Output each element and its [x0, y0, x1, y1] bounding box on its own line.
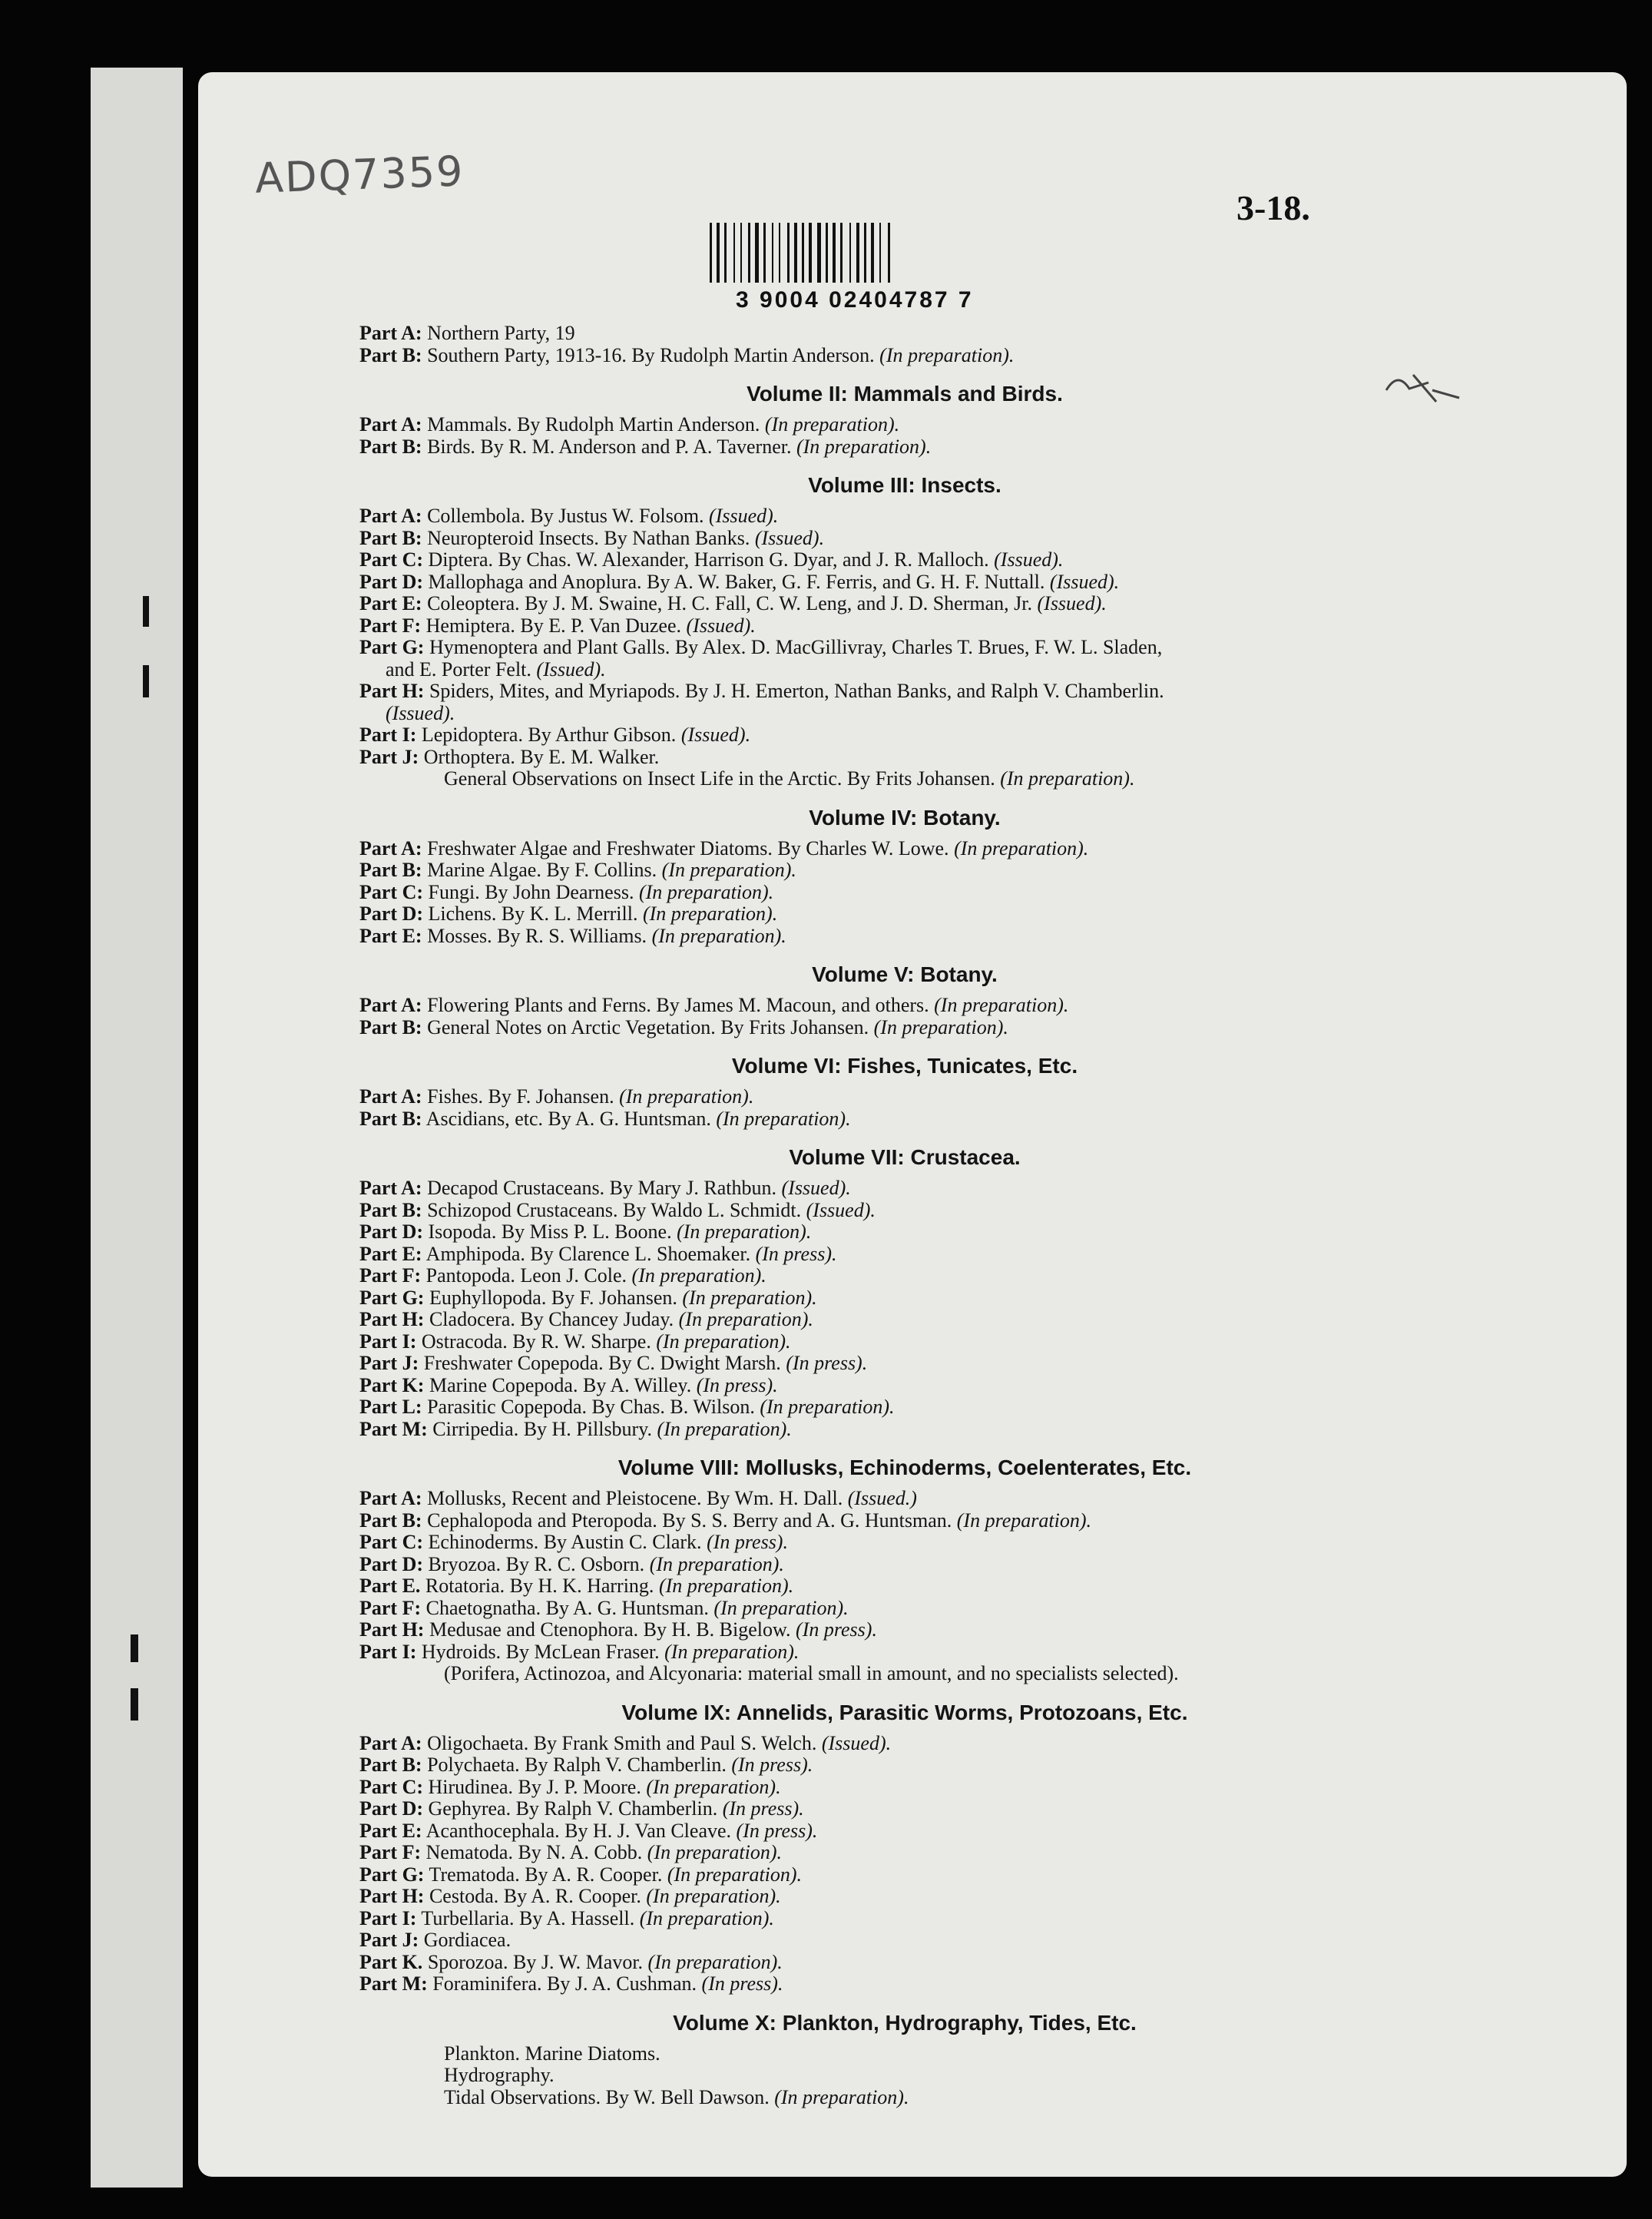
entry-line	[359, 1244, 1450, 1266]
strip-mark	[131, 1634, 138, 1662]
part-label: Part B:	[359, 1198, 422, 1221]
part-label: Part K.	[359, 1950, 423, 1973]
entry-status: (Issued).	[386, 701, 455, 724]
entry-status: (Issued).	[821, 1731, 892, 1754]
part-label: Part B:	[359, 526, 422, 549]
entry-status: (In preparation).	[661, 859, 796, 881]
entry-line	[359, 1554, 1450, 1576]
entry-status: (In preparation).	[764, 413, 900, 436]
part-label: Part K:	[359, 1373, 425, 1396]
entry-status: (In preparation).	[678, 1308, 813, 1330]
entry-title: Orthoptera. By E. M. Walker.	[423, 745, 660, 768]
entry-title: Spiders, Mites, and Myriapods. By J. H. Emerton, Nathan Banks, and Ralph V. Chamberlin.	[429, 680, 1164, 702]
entry-title: Birds. By R. M. Anderson and P. A. Taverner.	[427, 435, 792, 458]
entry-line	[359, 1265, 1450, 1287]
barcode	[707, 223, 1029, 283]
entry-line	[359, 323, 1450, 345]
strip-mark	[143, 665, 149, 697]
entry-title: Hemiptera. By E. P. Van Duzee.	[425, 614, 682, 637]
entry-status: (In preparation).	[934, 994, 1069, 1016]
entry-title: Plankton. Marine Diatoms.	[444, 2042, 660, 2065]
entry-line	[359, 1663, 1450, 1685]
part-label: Part E:	[359, 1819, 422, 1842]
entry-title: Oligochaeta. By Frank Smith and Paul S. Welch.	[427, 1731, 817, 1754]
entry-status: (In preparation).	[954, 836, 1089, 859]
entry-line	[359, 724, 1450, 747]
entry-title: Ascidians, etc. By A. G. Huntsman.	[425, 1107, 711, 1130]
part-label: Part I:	[359, 1330, 417, 1353]
entry-status: (In preparation).	[716, 1107, 851, 1130]
volume-section	[359, 1054, 1450, 1130]
entry-title: Collembola. By Justus W. Folsom.	[427, 505, 704, 527]
page-code: 3-18.	[1237, 188, 1310, 227]
entry-title: Mammals. By Rudolph Martin Anderson.	[427, 413, 760, 436]
volume-heading: Volume V: Botany.	[812, 962, 998, 986]
entry-title: Polychaeta. By Ralph V. Chamberlin.	[427, 1754, 727, 1776]
entry-status: (In preparation).	[658, 1575, 794, 1597]
part-label: Part I:	[359, 1640, 417, 1663]
volume-section	[359, 962, 1450, 1038]
entry-status: (Issued).	[709, 505, 779, 527]
entry-line	[359, 1733, 1450, 1755]
entry-line	[359, 571, 1450, 594]
entry-status: (In press).	[755, 1242, 837, 1265]
entry-line	[359, 1820, 1450, 1843]
entry-title: Mallophaga and Anoplura. By A. W. Baker, G. F. Ferris, and G. H. F. Nuttall.	[428, 570, 1045, 593]
part-label: Part A:	[359, 322, 422, 344]
left-film-strip	[91, 68, 183, 2188]
part-label: Part B:	[359, 435, 422, 458]
part-label: Part D:	[359, 903, 424, 925]
entry-status: (Issued).	[686, 614, 756, 637]
entry-title: Ostracoda. By R. W. Sharpe.	[421, 1330, 651, 1353]
entry-status: (In press).	[736, 1819, 818, 1842]
part-label: Part E:	[359, 592, 422, 614]
entry-line	[359, 1309, 1450, 1331]
entry-title: Cladocera. By Chancey Juday.	[429, 1308, 674, 1330]
part-label: Part D:	[359, 1220, 424, 1243]
entry-line	[359, 1353, 1450, 1375]
entry-line	[359, 345, 1450, 367]
entry-title: Rotatoria. By H. K. Harring.	[425, 1575, 654, 1597]
entry-status: (In preparation).	[774, 2085, 909, 2108]
entry-line	[359, 926, 1450, 948]
entry-status: (In preparation).	[1000, 767, 1135, 790]
part-label: Part D:	[359, 1797, 424, 1820]
part-label: Part C:	[359, 1775, 424, 1798]
part-label: Part A:	[359, 836, 422, 859]
entry-line	[359, 1754, 1450, 1777]
part-label: Part B:	[359, 1754, 422, 1776]
entry-status: (In preparation).	[796, 435, 932, 458]
entry-status: (Issued).	[994, 548, 1064, 571]
entry-line	[359, 1908, 1450, 1930]
entry-line	[359, 1929, 1450, 1952]
part-label: Part A:	[359, 1085, 422, 1108]
entry-title: Amphipoda. By Clarence L. Shoemaker.	[425, 1242, 751, 1265]
entry-line	[359, 2065, 1450, 2087]
handwritten-accession-note: ADQ7359	[253, 147, 465, 203]
entry-status: (In preparation).	[656, 1330, 791, 1353]
barcode-number: 3 9004 02404787 7	[736, 287, 974, 313]
entry-status: (In preparation).	[664, 1640, 800, 1663]
entry-title: Schizopod Crustaceans. By Waldo L. Schmidt.	[427, 1198, 802, 1221]
entry-line	[359, 2043, 1450, 2065]
entry-status: (In preparation).	[657, 1417, 792, 1440]
entry-status: (In press).	[722, 1797, 804, 1820]
entry-line	[359, 593, 1450, 615]
entry-line	[359, 859, 1450, 882]
part-label: Part E:	[359, 924, 422, 947]
entry-title: Hydrography.	[444, 2064, 555, 2086]
part-label: Part A:	[359, 994, 422, 1016]
entry-line	[359, 1419, 1450, 1441]
entry-line	[359, 528, 1450, 550]
entry-line	[359, 615, 1450, 638]
part-label: Part C:	[359, 880, 424, 903]
part-label: Part B:	[359, 343, 422, 366]
volume-section	[359, 2011, 1450, 2109]
entry-status: (In press).	[707, 1531, 788, 1553]
entry-status: (In preparation).	[639, 1906, 774, 1929]
part-label: Part I:	[359, 724, 417, 746]
volume-section	[359, 323, 1450, 366]
part-label: Part G:	[359, 1286, 425, 1309]
entry-title: Medusae and Ctenophora. By H. B. Bigelow.	[429, 1618, 791, 1641]
part-label: Part F:	[359, 1596, 422, 1619]
entry-title: Cirripedia. By H. Pillsbury.	[432, 1417, 653, 1440]
entry-status: (In preparation).	[682, 1286, 817, 1309]
entry-title: Parasitic Copepoda. By Chas. B. Wilson.	[427, 1396, 755, 1418]
entry-line	[359, 1221, 1450, 1244]
entry-title: Nematoda. By N. A. Cobb.	[425, 1841, 643, 1863]
entry-title: Freshwater Algae and Freshwater Diatoms. By Charles W. Lowe.	[427, 836, 949, 859]
entry-status: (In preparation).	[638, 880, 774, 903]
entry-status: (Issued).	[536, 657, 606, 681]
entry-title: Southern Party, 1913-16. By Rudolph Martin Anderson.	[427, 343, 875, 366]
entry-status: (In press).	[701, 1972, 783, 1995]
entry-line	[359, 1973, 1450, 1995]
entry-title: Lepidoptera. By Arthur Gibson.	[421, 724, 677, 746]
entry-status: (Issued).	[754, 526, 825, 549]
volume-heading: Volume VII: Crustacea.	[789, 1145, 1021, 1169]
volume-section	[359, 1456, 1450, 1685]
entry-status: (In preparation).	[667, 1863, 803, 1886]
entry-title: Marine Copepoda. By A. Willey.	[429, 1373, 692, 1396]
entry-title: Pantopoda. Leon J. Cole.	[425, 1264, 627, 1287]
entry-line	[359, 1952, 1450, 1974]
entry-title: Trematoda. By A. R. Cooper.	[429, 1863, 663, 1886]
part-label: Part M:	[359, 1972, 428, 1995]
entry-status: (Issued).	[1049, 570, 1120, 593]
entry-line	[359, 1086, 1450, 1108]
entry-status: (Issued).	[1037, 592, 1107, 614]
part-label: Part A:	[359, 1731, 422, 1754]
entry-line	[359, 1287, 1450, 1310]
entry-title: Isopoda. By Miss P. L. Boone.	[428, 1220, 672, 1243]
entry-title: Tidal Observations. By W. Bell Dawson.	[444, 2085, 770, 2108]
entry-status: (In preparation).	[713, 1596, 849, 1619]
entry-status: (In preparation).	[879, 343, 1015, 366]
entry-line	[359, 1864, 1450, 1886]
part-label: Part J:	[359, 1929, 419, 1951]
entry-line	[359, 414, 1450, 436]
entry-status: (In press).	[796, 1618, 877, 1641]
entry-line	[359, 1510, 1450, 1532]
entry-line	[359, 505, 1450, 528]
entry-line	[359, 549, 1450, 571]
entry-status: (In preparation).	[642, 903, 778, 925]
entry-title: Freshwater Copepoda. By C. Dwight Marsh.	[423, 1352, 781, 1374]
entry-title: Hydroids. By McLean Fraser.	[421, 1640, 660, 1663]
entry-line	[359, 1598, 1450, 1620]
entry-line	[359, 768, 1450, 790]
entry-line	[359, 703, 1450, 725]
entry-line	[359, 436, 1450, 459]
entry-title: Euphyllopoda. By F. Johansen.	[429, 1286, 677, 1309]
volume-heading: Volume II: Mammals and Birds.	[747, 382, 1063, 406]
part-label: Part G:	[359, 1863, 425, 1886]
entry-status: (In preparation).	[646, 1775, 781, 1798]
entry-line	[359, 1108, 1450, 1131]
entry-status: (Issued).	[806, 1198, 876, 1221]
entry-status: (In preparation).	[677, 1220, 812, 1243]
entry-title: Sporozoa. By J. W. Mavor.	[427, 1950, 644, 1973]
entry-title: General Notes on Arctic Vegetation. By Frits Johansen.	[427, 1015, 869, 1038]
entry-title: General Observations on Insect Life in the Arctic. By Frits Johansen.	[444, 767, 995, 790]
entry-title: Foraminifera. By J. A. Cushman.	[432, 1972, 697, 1995]
publication-list	[359, 323, 1450, 2108]
entry-status: (In preparation).	[873, 1015, 1008, 1038]
entry-line	[359, 903, 1450, 926]
part-label: Part C:	[359, 1531, 424, 1553]
volume-heading: Volume IX: Annelids, Parasitic Worms, Protozoans, Etc.	[621, 1700, 1188, 1724]
part-label: Part E.	[359, 1575, 421, 1597]
entry-title: Diptera. By Chas. W. Alexander, Harrison G. Dyar, and J. R. Malloch.	[428, 548, 989, 571]
entry-line	[359, 1177, 1450, 1200]
entry-status: (In preparation).	[956, 1509, 1091, 1532]
part-label: Part D:	[359, 1552, 424, 1575]
entry-line	[359, 1641, 1450, 1664]
entry-title: Fungi. By John Dearness.	[428, 880, 634, 903]
volume-heading: Volume X: Plankton, Hydrography, Tides, Etc.	[673, 2010, 1137, 2035]
entry-title: (Porifera, Actinozoa, and Alcyonaria: material small in amount, and no specialists selected).	[444, 1662, 1179, 1684]
entry-status: (In preparation).	[760, 1396, 895, 1418]
part-label: Part A:	[359, 1487, 422, 1509]
entry-title: Decapod Crustaceans. By Mary J. Rathbun.	[427, 1177, 776, 1199]
part-label: Part E:	[359, 1242, 422, 1265]
volume-section	[359, 1145, 1450, 1440]
entry-line	[359, 659, 1450, 681]
entry-line	[359, 747, 1450, 769]
part-label: Part G:	[359, 636, 425, 658]
entry-status: (Issued).	[781, 1177, 851, 1199]
part-label: Part H:	[359, 680, 425, 702]
entry-line	[359, 1575, 1450, 1598]
entry-line	[359, 1619, 1450, 1641]
part-label: Part B:	[359, 859, 422, 881]
entry-status: (Issued.)	[847, 1487, 917, 1509]
part-label: Part J:	[359, 745, 419, 768]
entry-status: (In preparation).	[631, 1264, 766, 1287]
part-label: Part F:	[359, 614, 422, 637]
entry-status: (In press).	[786, 1352, 868, 1374]
entry-line	[359, 1798, 1450, 1820]
part-label: Part H:	[359, 1618, 425, 1641]
part-label: Part B:	[359, 1015, 422, 1038]
entry-title: Northern Party, 19	[427, 322, 575, 344]
volume-section	[359, 473, 1450, 790]
entry-title: Hirudinea. By J. P. Moore.	[428, 1775, 641, 1798]
entry-title: Marine Algae. By F. Collins.	[427, 859, 657, 881]
entry-line	[359, 1331, 1450, 1353]
strip-mark	[131, 1688, 138, 1721]
entry-line	[359, 681, 1450, 703]
volume-heading: Volume VI: Fishes, Tunicates, Etc.	[731, 1054, 1078, 1078]
entry-status: (In preparation).	[649, 1552, 784, 1575]
entry-title: Turbellaria. By A. Hassell.	[421, 1906, 635, 1929]
entry-title: Coleoptera. By J. M. Swaine, H. C. Fall, C. W. Leng, and J. D. Sherman, Jr.	[427, 592, 1032, 614]
part-label: Part F:	[359, 1264, 422, 1287]
entry-title: Fishes. By F. Johansen.	[427, 1085, 614, 1108]
entry-line	[359, 1396, 1450, 1419]
entry-title: Chaetognatha. By A. G. Huntsman.	[425, 1596, 709, 1619]
entry-title: Cephalopoda and Pteropoda. By S. S. Berry and A. G. Huntsman.	[427, 1509, 952, 1532]
entry-title: Mosses. By R. S. Williams.	[427, 924, 647, 947]
part-label: Part A:	[359, 505, 422, 527]
part-label: Part H:	[359, 1308, 425, 1330]
entry-status: (In preparation).	[647, 1841, 783, 1863]
part-label: Part L:	[359, 1396, 422, 1418]
entry-line	[359, 1488, 1450, 1510]
entry-title: and E. Porter Felt.	[386, 657, 531, 681]
entry-title: Hymenoptera and Plant Galls. By Alex. D. MacGillivray, Charles T. Brues, F. W. L. Sladen,	[429, 636, 1163, 658]
volume-heading: Volume III: Insects.	[808, 473, 1001, 497]
part-label: Part C:	[359, 548, 424, 571]
entry-status: (In preparation).	[651, 924, 786, 947]
entry-line	[359, 637, 1450, 659]
entry-line	[359, 838, 1450, 860]
entry-line	[359, 1200, 1450, 1222]
entry-status: (In press).	[696, 1373, 778, 1396]
entry-status: (In press).	[731, 1754, 813, 1776]
entry-line	[359, 995, 1450, 1017]
entry-line	[359, 1532, 1450, 1554]
entry-title: Lichens. By K. L. Merrill.	[428, 903, 638, 925]
entry-title: Bryozoa. By R. C. Osborn.	[428, 1552, 645, 1575]
entry-status: (Issued).	[680, 724, 751, 746]
entry-title: Echinoderms. By Austin C. Clark.	[428, 1531, 702, 1553]
entry-status: (In preparation).	[646, 1885, 781, 1907]
entry-status: (In preparation).	[619, 1085, 754, 1108]
entry-line	[359, 1886, 1450, 1908]
entry-title: Flowering Plants and Ferns. By James M. Macoun, and others.	[427, 994, 929, 1016]
entry-line	[359, 1842, 1450, 1864]
part-label: Part D:	[359, 570, 424, 593]
entry-title: Mollusks, Recent and Pleistocene. By Wm. H. Dall.	[427, 1487, 843, 1509]
entry-status: (In preparation).	[647, 1950, 783, 1973]
entry-title: Cestoda. By A. R. Cooper.	[429, 1885, 641, 1907]
entry-line	[359, 1017, 1450, 1039]
part-label: Part H:	[359, 1885, 425, 1907]
entry-line	[359, 1777, 1450, 1799]
entry-title: Acanthocephala. By H. J. Van Cleave.	[425, 1819, 732, 1842]
part-label: Part J:	[359, 1352, 419, 1374]
part-label: Part A:	[359, 1177, 422, 1199]
entry-line	[359, 1375, 1450, 1397]
part-label: Part F:	[359, 1841, 422, 1863]
part-label: Part B:	[359, 1107, 422, 1130]
part-label: Part B:	[359, 1509, 422, 1532]
entry-title: Neuropteroid Insects. By Nathan Banks.	[427, 526, 750, 549]
part-label: Part M:	[359, 1417, 428, 1440]
entry-line	[359, 882, 1450, 904]
volume-section	[359, 806, 1450, 948]
volume-section	[359, 1701, 1450, 1995]
volume-heading: Volume VIII: Mollusks, Echinoderms, Coelenterates, Etc.	[617, 1456, 1192, 1479]
volume-heading: Volume IV: Botany.	[809, 805, 1001, 830]
volume-section	[359, 382, 1450, 458]
entry-title: Gephyrea. By Ralph V. Chamberlin.	[428, 1797, 718, 1820]
entry-title: Gordiacea.	[423, 1929, 511, 1951]
part-label: Part I:	[359, 1906, 417, 1929]
entry-line	[359, 2087, 1450, 2109]
part-label: Part A:	[359, 413, 422, 436]
strip-mark	[143, 596, 149, 627]
